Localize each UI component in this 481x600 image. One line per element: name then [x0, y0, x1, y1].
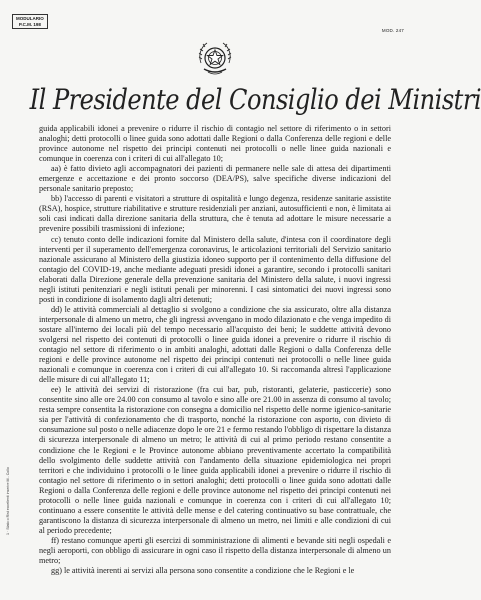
paragraph-cc: cc) tenuto conto delle indicazioni fornite dal Ministero della salute, d'intesa con il coordinatore degli interventi per il superamento dell'emergenza coronavirus, le articolazioni territoriali del Servizio sanitario nazionale assicurano al Ministero della giustizia idoneo supporto per il contenimento della diffusione del contagio del COVID-19, anche mediante adeguati presidi idonei a garantire, secondo i protocolli sanitari elaborati dalla Direzione generale della prevenzione sanitaria del Ministero della salute, i nuovi ingressi negli istituti penitenziari e negli istituti penali per minorenni. I casi sintomatici dei nuovi ingressi sono posti in condizione di isolamento dagli altri detenuti; [39, 234, 391, 304]
paragraph-gg: gg) le attività inerenti ai servizi alla persona sono consentite a condizione che le Regioni e le [51, 566, 355, 576]
paragraph-ff: ff) restano comunque aperti gli esercizi di somministrazione di alimenti e bevande siti negli ospedali e negli aeroporti, con obbligo di assicurare in ogni caso il rispetto della distanza interpersonale di almeno un metro; [39, 535, 391, 566]
modulario-line: MODULARIO [16, 16, 44, 21]
document-body [39, 124, 391, 576]
modulario-code: P.C.M. 198 [18, 21, 41, 27]
modulario-box [12, 14, 48, 29]
paragraph-aa: aa) è fatto divieto agli accompagnatori dei pazienti di permanere nelle sale di attesa dei dipartimenti emergenze e accettazione e dei pronto soccorso (DEA/PS), salve specifiche diverse indicazioni del personale sanitario preposto; [39, 164, 391, 194]
paragraph-intro: guida applicabili idonei a prevenire o ridurre il rischio di contagio nel settore di riferimento o in settori analoghi; detti protocolli o linee guida sono adottati dalle Regioni o dalla Conferenza delle regioni e delle province autonome nel rispetto dei principi contenuti nei protocolli o nelle linee guida nazionali e comunque in coerenza con i criteri di cui all'allegato 10; [39, 124, 391, 164]
paragraph-ee: ee) le attività dei servizi di ristorazione (fra cui bar, pub, ristoranti, gelaterie, pasticcerie) sono consentite sino alle ore 24.00 con consumo al tavolo e sino alle ore 21.00 in assenza di consumo al tavolo; resta sempre consentita la ristorazione con consegna a domicilio nel rispetto delle norme igienico-sanitarie sia per l'attività di confezionamento che di trasporto, nonché la ristorazione con asporto, con divieto di consumazione sul posto o nelle adiacenze dopo le ore 21 e fermo restando l'obbligo di rispettare la distanza di sicurezza interpersonale di almeno un metro; le attività di cui al primo periodo restano consentite a condizione che le Regioni e le Province autonome abbiano preventivamente accertato la compatibilità dello svolgimento delle suddette attività con l'andamento della situazione epidemiologica nei propri territori e che individuino i protocolli o le linee guida applicabili idonei a prevenire o ridurre il rischio di contagio nel settore di riferimento o in settori analoghi; detti protocolli o linee guida sono adottati dalle Regioni o dalla Conferenza delle regioni e delle province autonome nel rispetto dei principi contenuti nei protocolli o nelle linee guida nazionali e comunque in coerenza con i criteri di cui all'allegato 10; continuano a essere consentite le attività delle mense e del catering continuativo su base contrattuale, che garantiscono la distanza di sicurezza interpersonale di almeno un metro, nei limiti e alle condizioni di cui al periodo precedente; [39, 385, 391, 535]
page-title: Il Presidente del Consiglio dei Ministri [29, 83, 481, 116]
paragraph-bb: bb) l'accesso di parenti e visitatori a strutture di ospitalità e lungo degenza, residenze sanitarie assistite (RSA), hospice, strutture riabilitative e strutture residenziali per anziani, autosufficienti e non, è limitata ai soli casi indicati dalla direzione sanitaria della struttura, che è tenuta ad adottare le misure necessarie a prevenire possibili trasmissioni di infezione; [39, 194, 391, 234]
side-note: 1 · Stato o Rist eccellenti inserire M - Collo [6, 467, 10, 535]
mod-code: MOD. 247 [381, 28, 404, 33]
italian-republic-emblem-icon [195, 39, 235, 79]
paragraph-dd: dd) le attività commerciali al dettaglio si svolgono a condizione che sia assicurato, oltre alla distanza interpersonale di almeno un metro, che gli ingressi avvengano in modo dilazionato e che venga impedito di sostare all'interno dei locali più del tempo necessario all'acquisto dei beni; le suddette attività devono svolgersi nel rispetto dei contenuti di protocolli o linee guida idonei a prevenire o ridurre il rischio di contagio nel settore di riferimento o in ambiti analoghi, adottati dalle Regioni o dalla Conferenza delle regioni e delle province autonome nel rispetto dei principi contenuti nei protocolli o nelle linee guida nazionali e comunque in coerenza con i criteri di cui all'allegato 10. Si raccomanda altresì l'applicazione delle misure di cui all'allegato 11; [39, 304, 391, 385]
